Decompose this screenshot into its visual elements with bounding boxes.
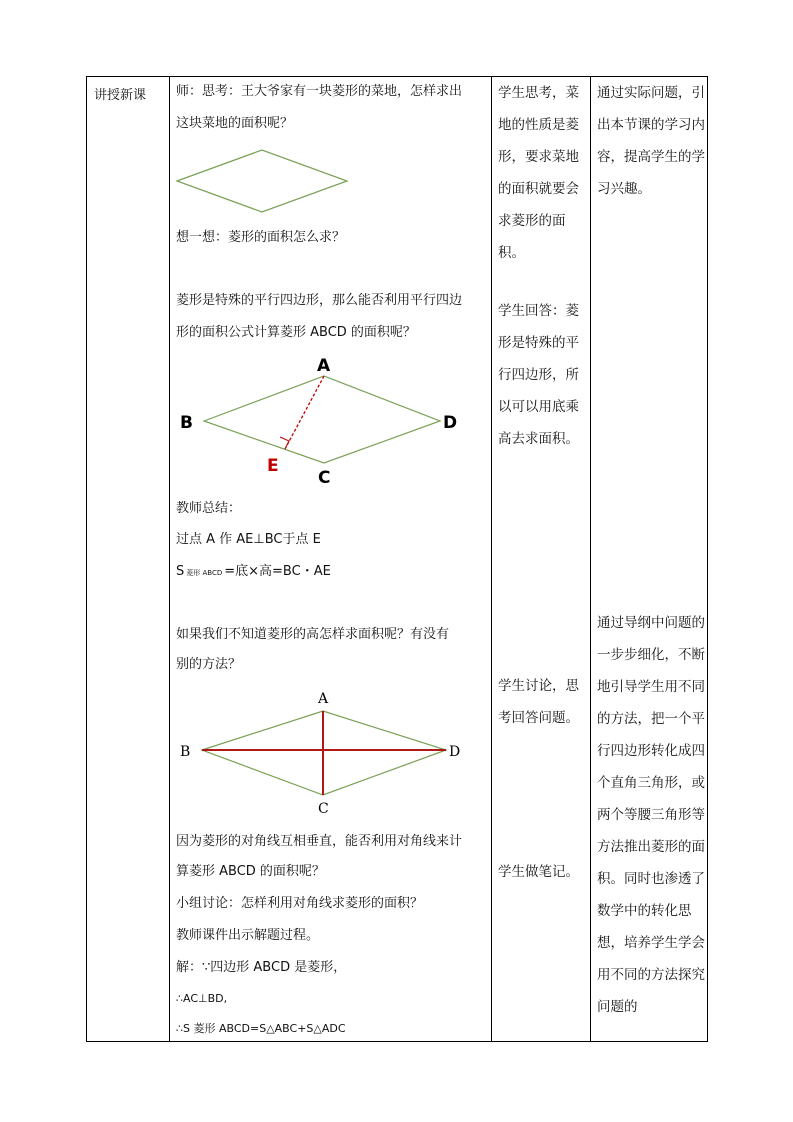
design-intent-cell <box>591 77 708 1041</box>
rhombus-shape <box>177 150 347 212</box>
student-note-3: 学生讨论，思考回答问题。 <box>498 678 579 726</box>
section-cell <box>87 77 169 1041</box>
label-e: E <box>267 456 279 476</box>
think-question: 想一想：菱形的面积怎么求？ <box>176 230 346 245</box>
lesson-table <box>86 76 708 1042</box>
student-note-2: 学生回答：菱形是特殊的平行四边形，所以可以用底乘高去求面积。 <box>498 303 579 447</box>
student-note-1: 学生思考，菜地的性质是菱形，要求菜地的面积就要会求菱形的面积。 <box>498 85 579 261</box>
question-4-line-2: 算菱形 ABCD 的面积呢？ <box>176 864 325 879</box>
section-label: 讲授新课 <box>94 88 147 103</box>
label-b: B <box>180 413 193 433</box>
solution-line-3: ∴S 菱形 ABCD=S△ABC+S△ADC <box>176 1022 346 1035</box>
label-a: A <box>318 691 329 707</box>
question-1-line-2: 这块菜地的面积呢？ <box>176 116 294 131</box>
height-ae <box>285 376 324 449</box>
label-a: A <box>317 356 331 376</box>
courseware-note: 教师课件出示解题过程。 <box>176 928 320 943</box>
student-activity-cell <box>492 77 590 1041</box>
right-angle-mark <box>280 437 289 449</box>
teacher-activity-cell <box>170 77 491 1041</box>
label-b: B <box>180 744 191 760</box>
summary-formula <box>176 564 331 581</box>
label-c: C <box>318 468 331 488</box>
intent-note-2: 通过导纲中问题的一步步细化，不断地引导学生用不同的方法，把一个平行四边形转化成四个直角三角形，或两个等腰三角形等方法推出菱形的面积。同时也渗透了数学中的转化思想，培养学生学会用不同的方法探究问题的 <box>597 615 705 1015</box>
summary-line-1: 过点 A 作 AE⊥BC于点 E <box>176 532 321 547</box>
rhombus-abcd <box>204 376 440 463</box>
solution-line-2: ∴AC⊥BD, <box>176 992 228 1005</box>
label-c: C <box>318 801 329 817</box>
formula-rest: =底×高=BC・AE <box>224 564 331 579</box>
intent-note-1: 通过实际问题，引出本节课的学习内容，提高学生的学习兴趣。 <box>597 85 705 197</box>
summary-title: 教师总结： <box>176 501 242 516</box>
formula-s: S <box>176 564 185 579</box>
label-d: D <box>443 413 458 433</box>
group-discussion: 小组讨论：怎样利用对角线求菱形的面积？ <box>176 896 424 911</box>
solution-line-1: 解：∵四边形 ABCD 是菱形， <box>176 960 347 975</box>
question-1-line-1: 师：思考：王大爷家有一块菱形的菜地，怎样求出 <box>176 84 463 99</box>
rhombus-figure-diagonals <box>170 685 491 821</box>
student-note-4: 学生做笔记。 <box>498 864 579 880</box>
question-2-line-2: 形的面积公式计算菱形 ABCD 的面积呢？ <box>176 325 416 340</box>
question-3-line-1: 如果我们不知道菱形的高怎样求面积呢？有没有 <box>176 627 450 642</box>
question-2-line-1: 菱形是特殊的平行四边形，那么能否利用平行四边 <box>176 293 463 308</box>
question-4-line-1: 因为菱形的对角线互相垂直，能否利用对角线来计 <box>176 834 463 849</box>
rhombus-figure-1 <box>170 143 491 217</box>
formula-subscript: 菱形 ABCD <box>186 569 223 577</box>
rhombus-figure-height <box>170 349 491 489</box>
label-d: D <box>449 744 461 760</box>
question-3-line-2: 别的方法？ <box>176 657 242 672</box>
